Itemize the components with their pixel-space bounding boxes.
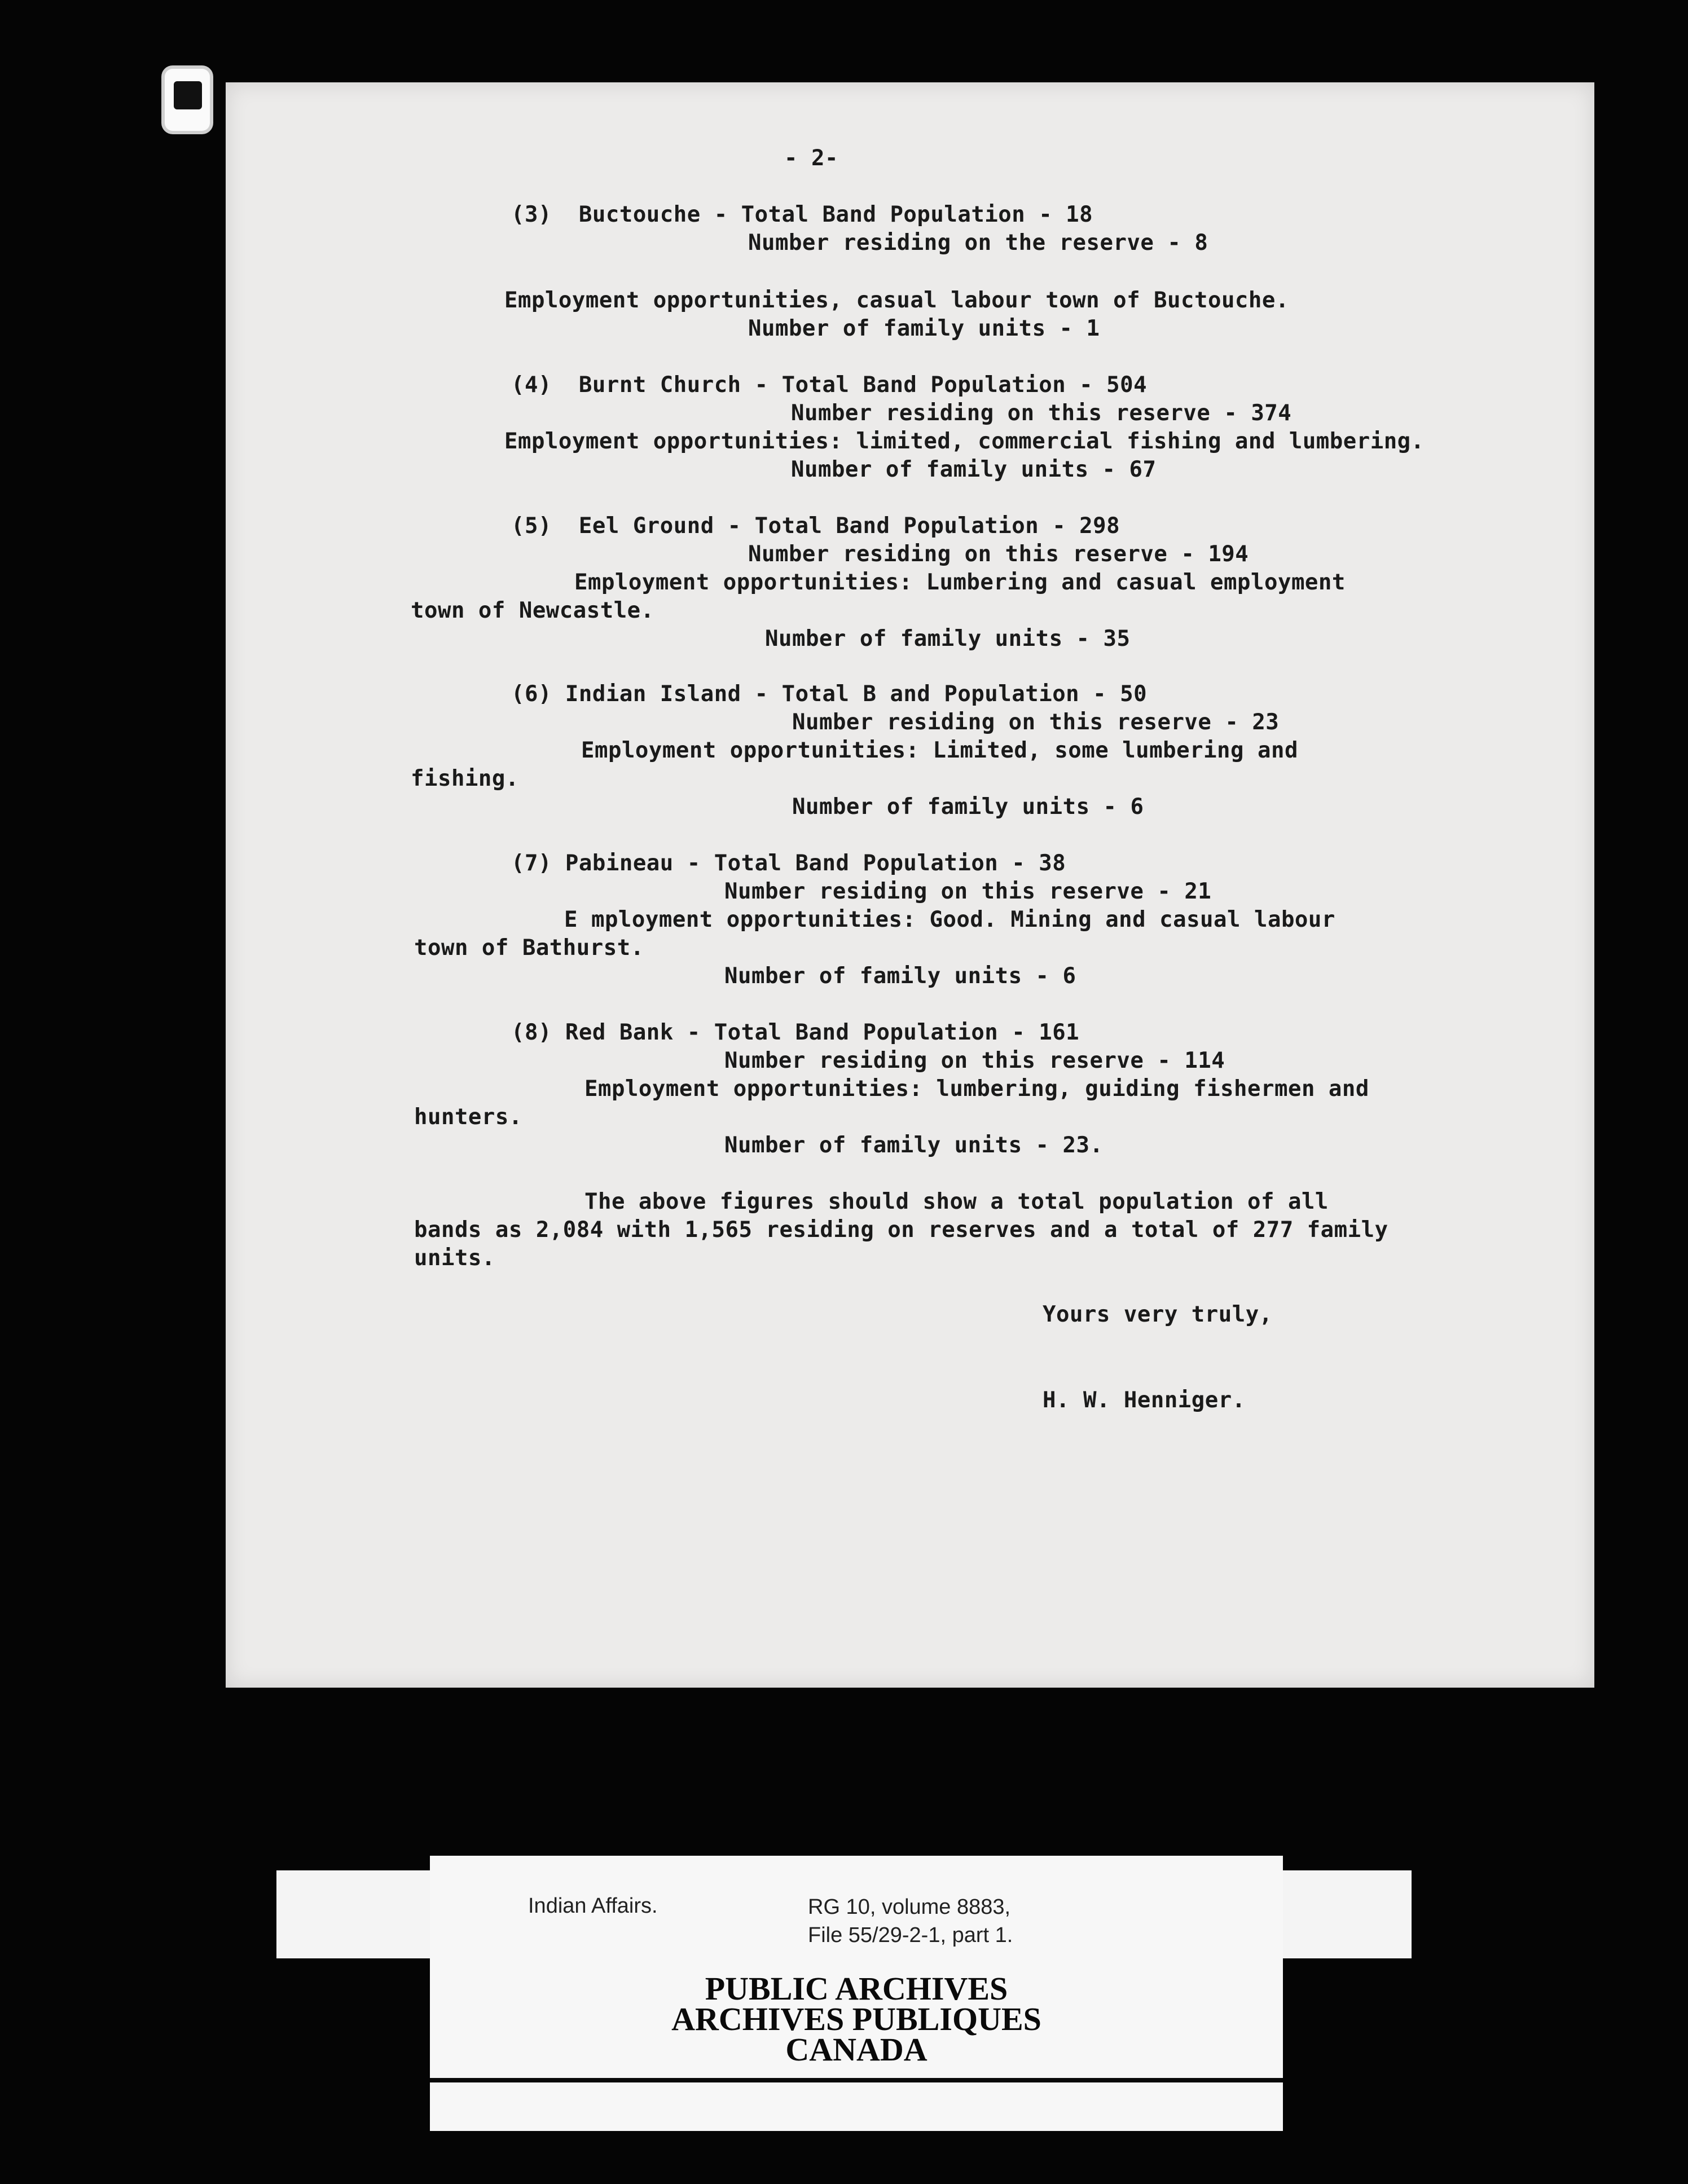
entry-5-employment: Employment opportunities: Lumbering and casual employment: [574, 570, 1346, 595]
entry-4-residing: Number residing on this reserve - 374: [791, 400, 1292, 426]
entry-7-residing: Number residing on this reserve - 21: [724, 879, 1212, 904]
label-title-fr: ARCHIVES PUBLIQUES: [671, 2001, 1041, 2037]
archive-label-footer: [430, 2078, 1283, 2131]
entry-5-family-units: Number of family units - 35: [765, 626, 1131, 651]
label-country: CANADA: [785, 2031, 927, 2068]
entry-8-employment-cont: hunters.: [414, 1104, 522, 1130]
label-title-en: PUBLIC ARCHIVES: [705, 1970, 1008, 2007]
entry-6-heading: (6) Indian Island - Total B and Population - 50: [511, 681, 1148, 707]
entry-7-employment: E mployment opportunities: Good. Mining and casual labour: [564, 907, 1335, 932]
hole-shadow: [174, 81, 202, 109]
entry-5-residing: Number residing on this reserve - 194: [748, 541, 1249, 567]
entry-6-family-units: Number of family units - 6: [792, 794, 1144, 820]
entry-3-employment: Employment opportunities, casual labour town of Buctouche.: [504, 288, 1289, 313]
entry-8-employment: Employment opportunities: lumbering, guiding fishermen and: [584, 1076, 1369, 1102]
entry-8-residing: Number residing on this reserve - 114: [724, 1048, 1225, 1073]
entry-8-family-units: Number of family units - 23.: [724, 1133, 1104, 1158]
entry-3-heading: (3) Buctouche - Total Band Population - 18: [511, 202, 1093, 227]
entry-6-employment: Employment opportunities: Limited, some lumbering and: [581, 738, 1298, 763]
entry-3-family-units: Number of family units - 1: [748, 316, 1100, 341]
label-department: Indian Affairs.: [528, 1894, 658, 1918]
summary-line-3: units.: [414, 1245, 495, 1271]
entry-4-employment: Employment opportunities: limited, commercial fishing and lumbering.: [504, 429, 1425, 454]
entry-8-heading: (8) Red Bank - Total Band Population - 161: [511, 1020, 1080, 1045]
entry-7-family-units: Number of family units - 6: [724, 963, 1076, 989]
summary-line-1: The above figures should show a total population of all: [584, 1189, 1329, 1214]
entry-7-heading: (7) Pabineau - Total Band Population - 38: [511, 851, 1066, 876]
binder-hole-mark: [165, 69, 210, 131]
label-reference-1: RG 10, volume 8883,: [808, 1895, 1011, 1919]
entry-5-employment-cont: town of Newcastle.: [411, 598, 654, 623]
entry-6-employment-cont: fishing.: [411, 766, 519, 791]
closing: Yours very truly,: [1043, 1302, 1273, 1327]
entry-4-family-units: Number of family units - 67: [791, 457, 1157, 482]
entry-3-residing: Number residing on the reserve - 8: [748, 230, 1208, 256]
page-number: - 2-: [784, 146, 838, 171]
entry-5-heading: (5) Eel Ground - Total Band Population - 298: [511, 513, 1120, 539]
signature: H. W. Henniger.: [1043, 1388, 1246, 1413]
entry-6-residing: Number residing on this reserve - 23: [792, 710, 1280, 735]
summary-line-2: bands as 2,084 with 1,565 residing on reserves and a total of 277 family: [414, 1217, 1388, 1243]
entry-4-heading: (4) Burnt Church - Total Band Population - 504: [511, 372, 1148, 398]
label-reference-2: File 55/29-2-1, part 1.: [808, 1923, 1013, 1947]
entry-7-employment-cont: town of Bathurst.: [414, 935, 644, 961]
